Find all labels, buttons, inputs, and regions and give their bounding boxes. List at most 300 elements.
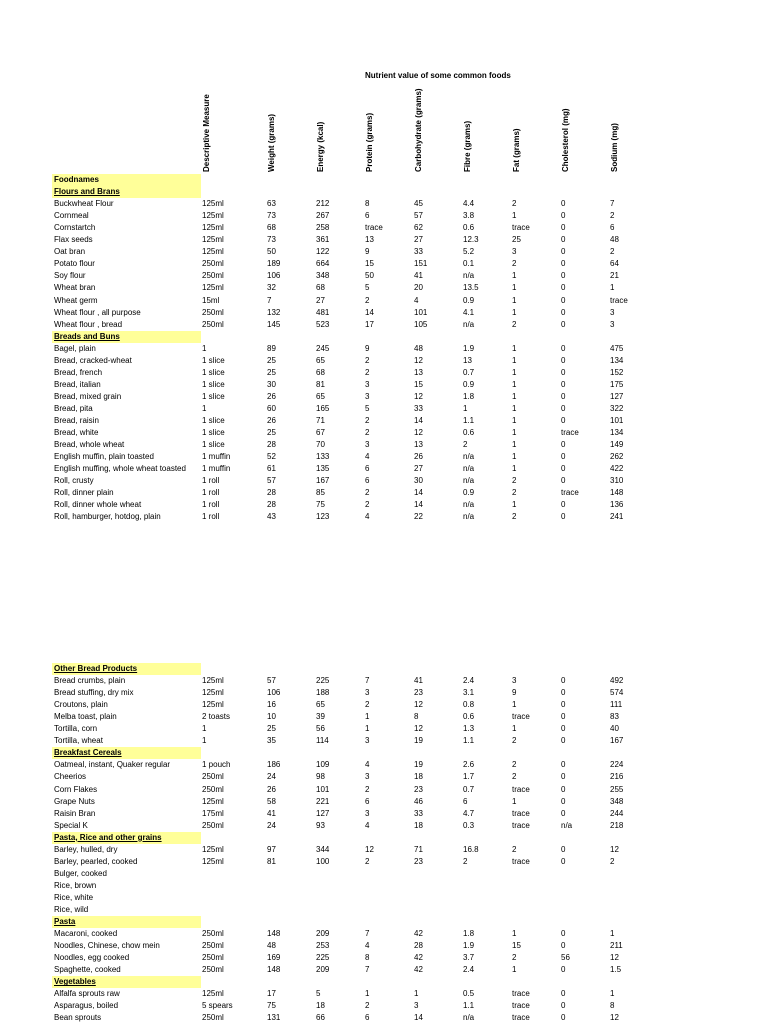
table-cell: 23 xyxy=(414,856,423,866)
table-row xyxy=(0,319,768,331)
section-header xyxy=(0,916,768,928)
table-cell: 1 xyxy=(610,929,615,939)
table-cell: 0.9 xyxy=(463,295,475,305)
table-cell: 23 xyxy=(414,688,423,698)
table-cell: trace xyxy=(512,712,530,722)
table-cell: 56 xyxy=(561,953,570,963)
table-cell: 106 xyxy=(267,688,281,698)
table-cell: 17 xyxy=(365,319,374,329)
food-name: Melba toast, plain xyxy=(54,712,117,722)
table-cell: 125ml xyxy=(202,223,224,233)
table-cell: 475 xyxy=(610,343,624,353)
table-cell: 127 xyxy=(316,808,330,818)
table-cell: 125ml xyxy=(202,211,224,221)
table-row xyxy=(0,784,768,796)
column-header-label: Protein (grams) xyxy=(365,112,374,172)
table-row xyxy=(0,198,768,210)
food-name: Cornstartch xyxy=(54,223,96,233)
food-name: Alfalfa sprouts raw xyxy=(54,989,120,999)
table-row xyxy=(0,258,768,270)
table-cell: 25 xyxy=(267,355,276,365)
table-cell: 42 xyxy=(414,965,423,975)
table-cell: 2 xyxy=(512,319,517,329)
table-cell: 81 xyxy=(267,856,276,866)
table-cell: trace xyxy=(512,1001,530,1011)
table-cell: 348 xyxy=(610,796,624,806)
table-cell: 1 xyxy=(202,343,207,353)
table-cell: 250ml xyxy=(202,929,224,939)
table-cell: 250ml xyxy=(202,259,224,269)
table-cell: 1 roll xyxy=(202,476,220,486)
food-name: Rice, brown xyxy=(54,880,97,890)
table-cell: 7 xyxy=(610,199,615,209)
table-cell: 65 xyxy=(316,391,325,401)
table-cell: 27 xyxy=(414,235,423,245)
table-cell: 15 xyxy=(365,259,374,269)
food-name: Flax seeds xyxy=(54,235,93,245)
table-cell: 35 xyxy=(267,736,276,746)
table-cell: trace xyxy=(512,808,530,818)
table-cell: 148 xyxy=(610,488,624,498)
table-cell: 4.1 xyxy=(463,307,475,317)
table-row xyxy=(0,735,768,747)
table-cell: 250ml xyxy=(202,772,224,782)
table-cell: 20 xyxy=(414,283,423,293)
table-row xyxy=(0,759,768,771)
table-cell: 0 xyxy=(561,688,566,698)
table-cell: 0.6 xyxy=(463,428,475,438)
table-cell: 1 xyxy=(512,724,517,734)
table-cell: 125ml xyxy=(202,796,224,806)
table-cell: 2 toasts xyxy=(202,712,231,722)
table-cell: 0 xyxy=(561,712,566,722)
food-name: Bread, whole wheat xyxy=(54,440,125,450)
table-cell: 262 xyxy=(610,452,624,462)
table-cell: 0 xyxy=(561,856,566,866)
table-cell: 123 xyxy=(316,512,330,522)
table-cell: 0 xyxy=(561,844,566,854)
table-cell: 2 xyxy=(610,211,615,221)
table-cell: 1 xyxy=(512,343,517,353)
food-name: Soy flour xyxy=(54,271,86,281)
table-cell: 6 xyxy=(365,796,370,806)
page-title: Nutrient value of some common foods xyxy=(365,71,511,80)
table-cell: 6 xyxy=(365,476,370,486)
table-cell: 5.2 xyxy=(463,247,475,257)
table-cell: 98 xyxy=(316,772,325,782)
table-cell: 0 xyxy=(561,512,566,522)
table-cell: n/a xyxy=(463,476,475,486)
food-name: Cheerios xyxy=(54,772,87,782)
table-cell: 12 xyxy=(414,355,423,365)
table-row xyxy=(0,1012,768,1024)
food-name: Foodnames xyxy=(52,174,201,186)
table-cell: 15 xyxy=(414,379,423,389)
table-row xyxy=(0,711,768,723)
table-cell: 2 xyxy=(463,440,468,450)
table-cell: 0 xyxy=(561,223,566,233)
column-header-label: Sodium (mg) xyxy=(610,123,619,172)
table-cell: 241 xyxy=(610,512,624,522)
table-cell: 1 slice xyxy=(202,440,225,450)
table-cell: 24 xyxy=(267,820,276,830)
table-cell: 481 xyxy=(316,307,330,317)
food-name: Spaghette, cooked xyxy=(54,965,121,975)
food-name: Wheat germ xyxy=(54,295,98,305)
table-row xyxy=(0,343,768,355)
table-cell: 1 xyxy=(202,724,207,734)
table-cell: 250ml xyxy=(202,319,224,329)
column-header-label: Fat (grams) xyxy=(512,128,521,172)
column-header-label: Carbohydrate (grams) xyxy=(414,88,423,172)
table-row xyxy=(0,451,768,463)
table-row xyxy=(0,687,768,699)
table-cell: 0.5 xyxy=(463,989,475,999)
table-cell: 148 xyxy=(267,929,281,939)
table-cell: 250ml xyxy=(202,965,224,975)
table-cell: trace xyxy=(561,488,579,498)
table-cell: 133 xyxy=(316,452,330,462)
table-cell: 1 xyxy=(202,736,207,746)
table-cell: 16.8 xyxy=(463,844,479,854)
food-name: Asparagus, boiled xyxy=(54,1001,119,1011)
table-cell: 57 xyxy=(414,211,423,221)
table-cell: 1 xyxy=(610,283,615,293)
table-cell: 2 xyxy=(610,856,615,866)
table-cell: 13 xyxy=(463,355,472,365)
table-cell: 1 xyxy=(202,403,207,413)
table-cell: 148 xyxy=(267,965,281,975)
table-cell: 65 xyxy=(316,355,325,365)
table-cell: 39 xyxy=(316,712,325,722)
table-cell: 0 xyxy=(561,259,566,269)
table-cell: 0.7 xyxy=(463,784,475,794)
table-cell: 15 xyxy=(512,941,521,951)
table-cell: 16 xyxy=(267,700,276,710)
table-cell: 0 xyxy=(561,295,566,305)
table-cell: 0.6 xyxy=(463,223,475,233)
food-name: Roll, hamburger, hotdog, plain xyxy=(54,512,161,522)
table-cell: trace xyxy=(512,784,530,794)
table-cell: 152 xyxy=(610,367,624,377)
table-cell: 2 xyxy=(365,355,370,365)
table-cell: 1 muffin xyxy=(202,452,231,462)
table-cell: 21 xyxy=(610,271,619,281)
table-cell: 9 xyxy=(512,688,517,698)
table-cell: 125ml xyxy=(202,856,224,866)
table-cell: 3.8 xyxy=(463,211,475,221)
table-cell: 2 xyxy=(365,784,370,794)
table-cell: 12 xyxy=(365,844,374,854)
table-row xyxy=(0,796,768,808)
table-cell: 10 xyxy=(267,712,276,722)
table-cell: 1 slice xyxy=(202,416,225,425)
table-cell: 4 xyxy=(365,941,370,951)
table-cell: 523 xyxy=(316,319,330,329)
table-cell: 1 xyxy=(512,500,517,510)
food-name: Bread, raisin xyxy=(54,416,99,425)
table-row xyxy=(0,868,768,880)
food-name: Bread, italian xyxy=(54,379,101,389)
table-cell: 253 xyxy=(316,941,330,951)
table-cell: 75 xyxy=(267,1001,276,1011)
table-cell: trace xyxy=(512,1013,530,1023)
table-cell: 2 xyxy=(365,428,370,438)
table-cell: 14 xyxy=(365,307,374,317)
table-cell: 1 slice xyxy=(202,428,225,438)
table-cell: 3 xyxy=(365,808,370,818)
table-cell: 2 xyxy=(365,367,370,377)
table-cell: 23 xyxy=(414,784,423,794)
table-cell: n/a xyxy=(561,820,573,830)
table-cell: 492 xyxy=(610,676,624,686)
table-cell: trace xyxy=(512,820,530,830)
food-name: Roll, dinner plain xyxy=(54,488,114,498)
table-cell: 2.6 xyxy=(463,760,475,770)
table-cell: 13 xyxy=(365,235,374,245)
table-cell: 7 xyxy=(365,929,370,939)
food-name: Roll, crusty xyxy=(54,476,94,486)
table-cell: 664 xyxy=(316,259,330,269)
table-row xyxy=(0,222,768,234)
section-header xyxy=(0,663,768,675)
table-cell: 344 xyxy=(316,844,330,854)
table-cell: 0 xyxy=(561,808,566,818)
table-cell: 0.3 xyxy=(463,820,475,830)
table-cell: 221 xyxy=(316,796,330,806)
table-row xyxy=(0,511,768,523)
table-cell: 12.3 xyxy=(463,235,479,245)
table-row xyxy=(0,771,768,783)
table-cell: 27 xyxy=(316,295,325,305)
table-cell: 1 xyxy=(365,724,370,734)
table-cell: 1 xyxy=(512,965,517,975)
table-cell: n/a xyxy=(463,464,475,474)
section-header xyxy=(0,976,768,988)
table-cell: 52 xyxy=(267,452,276,462)
table-cell: 1 muffin xyxy=(202,464,231,474)
table-cell: 9 xyxy=(365,343,370,353)
table-cell: 125ml xyxy=(202,688,224,698)
table-cell: 6 xyxy=(463,796,468,806)
table-cell: 100 xyxy=(316,856,330,866)
table-cell: 1 xyxy=(512,355,517,365)
table-cell: trace xyxy=(610,295,628,305)
table-cell: 1 xyxy=(610,989,615,999)
table-cell: 225 xyxy=(316,676,330,686)
table-cell: 46 xyxy=(414,796,423,806)
table-cell: 2 xyxy=(512,760,517,770)
table-cell: 1 xyxy=(512,416,517,425)
table-cell: 93 xyxy=(316,820,325,830)
table-row xyxy=(0,844,768,856)
table-cell: 2 xyxy=(512,199,517,209)
table-cell: 1 xyxy=(463,403,468,413)
table-cell: 71 xyxy=(316,416,325,425)
table-cell: 1.7 xyxy=(463,772,475,782)
table-cell: 145 xyxy=(267,319,281,329)
table-cell: 22 xyxy=(414,512,423,522)
food-name: Pasta, Rice and other grains xyxy=(52,832,201,844)
table-cell: 122 xyxy=(316,247,330,257)
table-cell: 4 xyxy=(365,452,370,462)
table-cell: 25 xyxy=(267,367,276,377)
table-cell: 68 xyxy=(316,367,325,377)
table-cell: 224 xyxy=(610,760,624,770)
table-cell: 2 xyxy=(512,259,517,269)
table-cell: 40 xyxy=(610,724,619,734)
table-cell: 0 xyxy=(561,724,566,734)
food-name: Bread, mixed grain xyxy=(54,391,122,401)
table-cell: 12 xyxy=(610,953,619,963)
food-name: Oat bran xyxy=(54,247,86,257)
table-cell: 1.5 xyxy=(610,965,622,975)
table-cell: 1 xyxy=(512,271,517,281)
table-cell: 1 xyxy=(512,700,517,710)
table-row xyxy=(0,820,768,832)
table-cell: 1 xyxy=(512,440,517,450)
table-cell: 43 xyxy=(267,512,276,522)
table-cell: 2 xyxy=(512,772,517,782)
table-cell: 48 xyxy=(414,343,423,353)
table-cell: 41 xyxy=(267,808,276,818)
table-cell: 8 xyxy=(365,199,370,209)
table-cell: 1 xyxy=(512,403,517,413)
table-cell: n/a xyxy=(463,271,475,281)
table-cell: 61 xyxy=(267,464,276,474)
table-row xyxy=(0,210,768,222)
food-name: English muffin, plain toasted xyxy=(54,452,154,462)
table-cell: 57 xyxy=(267,676,276,686)
section-header xyxy=(0,832,768,844)
table-cell: 2 xyxy=(610,247,615,257)
section-header xyxy=(0,331,768,343)
table-cell: 245 xyxy=(316,343,330,353)
table-cell: 5 spears xyxy=(202,1001,233,1011)
table-cell: 50 xyxy=(267,247,276,257)
food-name: Raisin Bran xyxy=(54,808,96,818)
section-header xyxy=(0,186,768,198)
table-cell: 2 xyxy=(365,488,370,498)
column-header-label: Cholesterol (mg) xyxy=(561,108,570,172)
table-cell: 9 xyxy=(365,247,370,257)
table-cell: 1 roll xyxy=(202,488,220,498)
table-cell: n/a xyxy=(463,1013,475,1023)
table-cell: 14 xyxy=(414,488,423,498)
table-cell: 1 xyxy=(512,283,517,293)
table-cell: 109 xyxy=(316,760,330,770)
table-cell: 1.3 xyxy=(463,724,475,734)
table-cell: 73 xyxy=(267,211,276,221)
food-name: Flours and Brans xyxy=(52,186,201,198)
table-cell: 188 xyxy=(316,688,330,698)
table-cell: 1 xyxy=(414,989,419,999)
table-cell: 244 xyxy=(610,808,624,818)
column-header-label: Energy (kcal) xyxy=(316,121,325,172)
table-cell: 42 xyxy=(414,953,423,963)
table-cell: trace xyxy=(561,428,579,438)
table-cell: 19 xyxy=(414,760,423,770)
table-cell: 1 xyxy=(512,452,517,462)
table-cell: 212 xyxy=(316,199,330,209)
table-cell: 32 xyxy=(267,283,276,293)
food-name: Bread, french xyxy=(54,367,103,377)
table-cell: 3 xyxy=(365,379,370,389)
table-cell: 1 xyxy=(512,796,517,806)
food-name: Tortilla, corn xyxy=(54,724,98,734)
table-cell: 135 xyxy=(316,464,330,474)
table-cell: 114 xyxy=(316,736,329,746)
table-cell: 250ml xyxy=(202,271,224,281)
table-cell: 0 xyxy=(561,760,566,770)
table-cell: 70 xyxy=(316,440,325,450)
table-cell: 3 xyxy=(512,247,517,257)
table-cell: 0 xyxy=(561,700,566,710)
table-cell: 26 xyxy=(267,391,276,401)
table-cell: 267 xyxy=(316,211,330,221)
table-cell: 1 xyxy=(512,929,517,939)
table-cell: 6 xyxy=(365,464,370,474)
table-cell: 45 xyxy=(414,199,423,209)
table-cell: 67 xyxy=(316,428,325,438)
table-cell: 6 xyxy=(610,223,615,233)
table-cell: 30 xyxy=(267,379,276,389)
table-cell: 71 xyxy=(414,844,423,854)
table-cell: 151 xyxy=(414,259,428,269)
food-name: Croutons, plain xyxy=(54,700,108,710)
food-name: Rice, wild xyxy=(54,905,89,914)
table-row xyxy=(0,940,768,952)
table-cell: 0 xyxy=(561,1013,566,1023)
table-cell: 1 pouch xyxy=(202,760,231,770)
table-cell: 28 xyxy=(267,488,276,498)
table-row xyxy=(0,723,768,735)
table-cell: 27 xyxy=(414,464,423,474)
table-cell: 19 xyxy=(414,736,423,746)
table-cell: 0 xyxy=(561,379,566,389)
table-cell: 8 xyxy=(610,1001,615,1011)
table-cell: 0 xyxy=(561,440,566,450)
table-cell: 17 xyxy=(267,989,276,999)
table-row xyxy=(0,427,768,439)
table-row xyxy=(0,307,768,319)
table-cell: 1 roll xyxy=(202,512,220,522)
table-cell: 5 xyxy=(365,403,370,413)
table-cell: 125ml xyxy=(202,676,224,686)
table-cell: trace xyxy=(365,223,383,233)
food-name: Macaroni, cooked xyxy=(54,929,118,939)
table-cell: 3.1 xyxy=(463,688,475,698)
food-name: Cornmeal xyxy=(54,211,89,221)
table-cell: 136 xyxy=(610,500,624,510)
table-cell: 1 slice xyxy=(202,391,225,401)
table-cell: 3 xyxy=(365,736,370,746)
table-cell: 28 xyxy=(267,500,276,510)
table-cell: 132 xyxy=(267,307,281,317)
table-cell: 7 xyxy=(267,295,272,305)
table-cell: 211 xyxy=(610,941,623,951)
table-cell: 0.8 xyxy=(463,700,475,710)
table-cell: 0 xyxy=(561,367,566,377)
table-cell: 4 xyxy=(365,512,370,522)
table-cell: 2 xyxy=(365,500,370,510)
table-cell: 175 xyxy=(610,379,624,389)
food-name: Special K xyxy=(54,820,88,830)
column-header-label: Fibre (grams) xyxy=(463,120,472,172)
table-cell: 73 xyxy=(267,235,276,245)
table-cell: 33 xyxy=(414,247,423,257)
table-cell: 3 xyxy=(610,319,615,329)
